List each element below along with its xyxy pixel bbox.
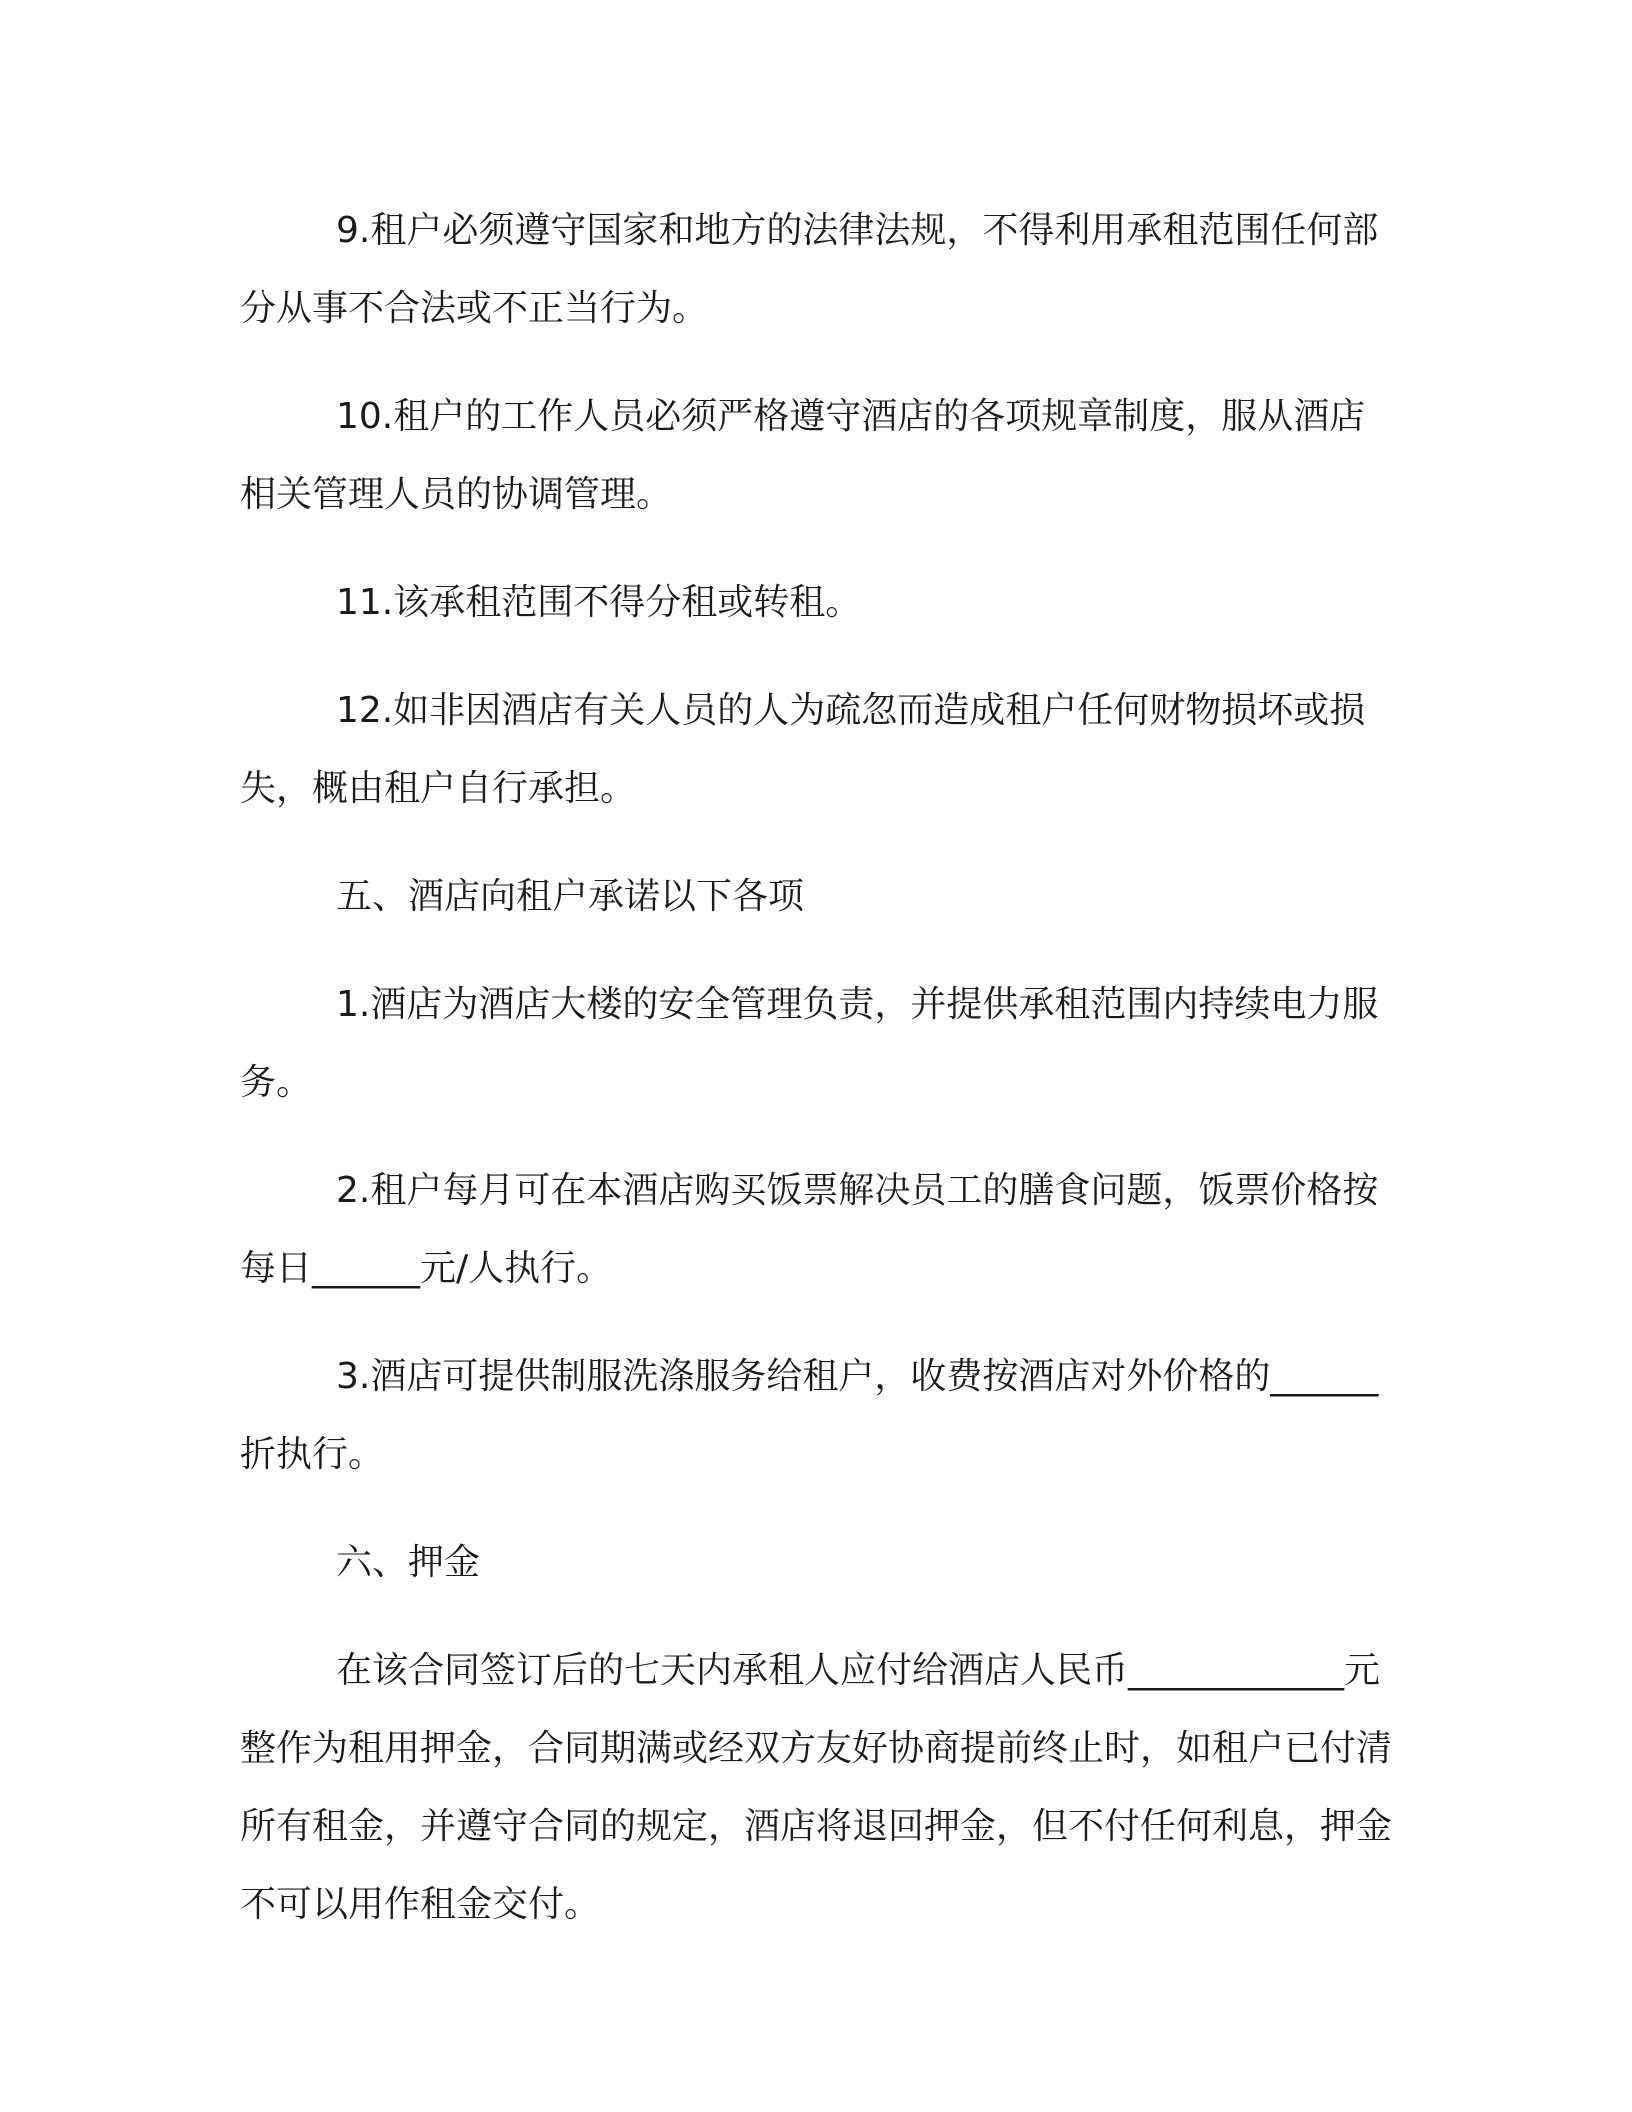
document-body xyxy=(240,192,1400,1974)
clause-11-paragraph: 11.该承租范围不得分租或转租。 xyxy=(336,582,862,623)
section-5-item-1-paragraph: 1.酒店为酒店大楼的安全管理负责，并提供承租范围内持续电力服务。 xyxy=(240,984,1379,1103)
section-5-heading: 五、酒店向租户承诺以下各项 xyxy=(336,876,805,917)
section-6-heading: 六、押金 xyxy=(336,1542,481,1583)
section-5-item-2-paragraph: 2.租户每月可在本酒店购买饭票解决员工的膳食问题，饭票价格按每日______元/人执行。 xyxy=(240,1170,1379,1289)
section-6-body-paragraph: 在该合同签订后的七天内承租人应付给酒店人民币____________元整作为租用押金，合同期满或经双方友好协商提前终止时，如租户已付清所有租金，并遵守合同的规定，酒店将退回押金，但不付任何利息，押金不可以用作租金交付。 xyxy=(240,1650,1393,1925)
clause-9-paragraph: 9.租户必须遵守国家和地方的法律法规，不得利用承租范围任何部分从事不合法或不正当行为。 xyxy=(240,210,1379,329)
section-5-item-3-paragraph: 3.酒店可提供制服洗涤服务给租户，收费按酒店对外价格的______折执行。 xyxy=(240,1356,1379,1475)
clause-12-paragraph: 12.如非因酒店有关人员的人为疏忽而造成租户任何财物损坏或损失，概由租户自行承担。 xyxy=(240,690,1366,809)
clause-10-paragraph: 10.租户的工作人员必须严格遵守酒店的各项规章制度，服从酒店相关管理人员的协调管理。 xyxy=(240,396,1366,515)
